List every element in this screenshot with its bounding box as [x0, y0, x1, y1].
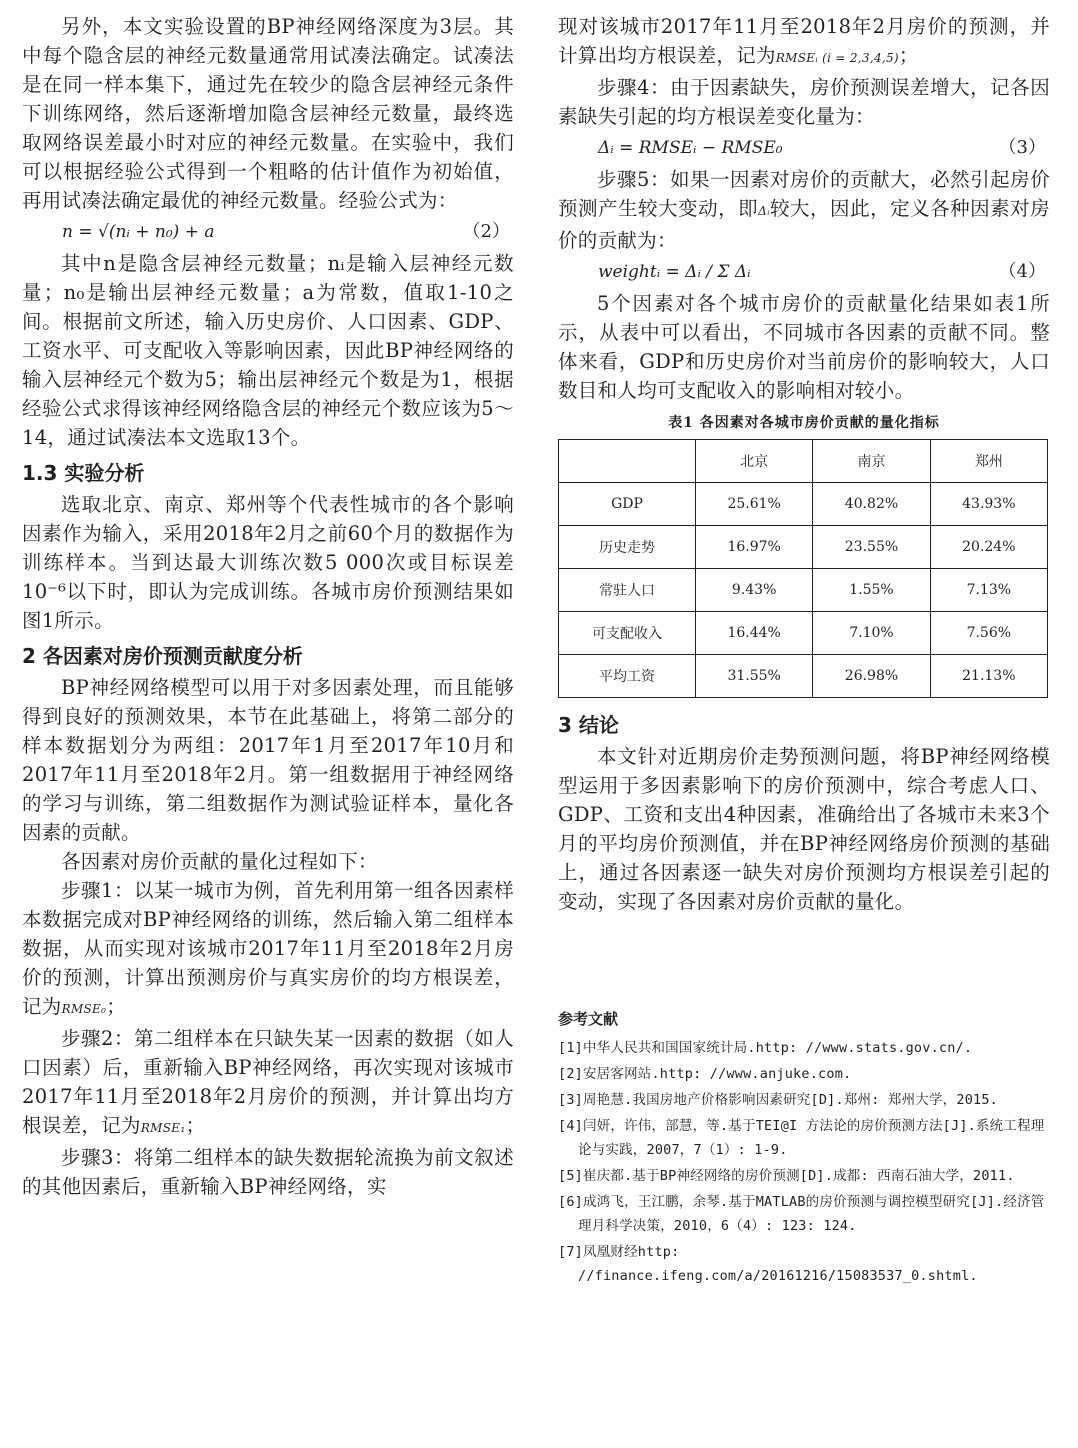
paragraph-step-1 [22, 876, 514, 1024]
spacer [558, 916, 1050, 1008]
formula-2 [22, 215, 514, 249]
table-row [559, 526, 1048, 569]
step-2-math: RMSE₁ [140, 1121, 186, 1135]
table-header-row [559, 440, 1048, 483]
paragraph-neuron-count: 其中n是隐含层神经元数量；nᵢ是输入层神经元数量；n₀是输出层神经元数量；a为常数，值取1-10之间。根据前文所述，输入历史房价、人口因素、GDP、工资水平、可支配收入等影响因素，因此BP神经网络的输入层神经元个数为5；输出层神经元个数是为1，根据经验公式求得该神经网络隐含层的神经元个数应该为5～14，通过试凑法本文选取13个。 [22, 252, 514, 449]
table-caption: 表1 各因素对各城市房价贡献的量化指标 [668, 415, 940, 431]
table-row [559, 655, 1048, 698]
paragraph-step-4: 步骤4：由于因素缺失，房价预测误差增大，记各因素缺失引起的均方根误差变化量为： [558, 76, 1050, 128]
table-cell: 历史走势 [559, 526, 696, 569]
table-cell: 平均工资 [559, 655, 696, 698]
formula-4 [558, 255, 1050, 289]
right-column [558, 12, 1050, 1290]
table-cell: 40.82% [813, 483, 930, 526]
section-heading-3: 3 结论 [558, 713, 619, 737]
formula-3-expression: Δᵢ = RMSEᵢ − RMSE₀ [598, 138, 783, 158]
table-cell: 常驻人口 [559, 569, 696, 612]
step-1-text: 步骤1：以某一城市为例，首先利用第一组各因素样本数据完成对BP神经网络的训练，然后输入第二组样本数据，从而实现对该城市2017年11月至2018年2月房价的预测，计算出预测房价与真实房价的均方根误差，记为 [22, 879, 514, 1018]
step-2-text: 步骤2：第二组样本在只缺失某一因素的数据（如人口因素）后，重新输入BP神经网络，再次实现对该城市2017年11月至2018年2月房价的预测，并计算出均方根误差，记为 [22, 1027, 514, 1137]
paragraph-conclusion: 本文针对近期房价走势预测问题，将BP神经网络模型运用于多因素影响下的房价预测中，综合考虑人口、GDP、工资和支出4种因素，准确给出了各城市未来3个月的平均房价预测值，并在BP神经网络房价预测的基础上，通过各因素逐一缺失对房价预测均方根误差引起的变动，实现了各因素对房价贡献的量化。 [558, 745, 1050, 913]
formula-4-expression: weightᵢ = Δᵢ / Σ Δᵢ [598, 262, 751, 282]
table-cell: 26.98% [813, 655, 930, 698]
step-3-cont-text: 现对该城市2017年11月至2018年2月房价的预测，并计算出均方根误差，记为 [558, 15, 1050, 67]
formula-3-number: （3） [998, 137, 1046, 158]
contribution-table [558, 439, 1048, 698]
table-cell: 可支配收入 [559, 612, 696, 655]
table-row [559, 612, 1048, 655]
section-heading-2: 2 各因素对房价预测贡献度分析 [22, 644, 303, 668]
table-cell: 9.43% [696, 569, 813, 612]
table-cell: 43.93% [930, 483, 1047, 526]
paragraph-process-intro: 各因素对房价贡献的量化过程如下： [61, 850, 378, 873]
step-3-end: ； [898, 44, 919, 67]
formula-4-number: （4） [998, 261, 1046, 282]
table-cell: 20.24% [930, 526, 1047, 569]
reference-item: [1]中华人民共和国国家统计局.http: //www.stats.gov.cn/. [558, 1040, 973, 1056]
reference-item: [7]凤凰财经http: //finance.ifeng.com/a/20161216/15083537_0.shtml. [558, 1244, 978, 1284]
step-5-text-a: 步骤5：如果一因素对房价的贡献大，必然引起房价预测产生较大变动，即 [558, 168, 1050, 220]
paragraph-results: 5个因素对各个城市房价的贡献量化结果如表1所示，从表中可以看出，不同城市各因素的贡献不同。整体来看，GDP和历史房价对当前房价的影响较大，人口数目和人均可支配收入的影响相对较小。 [558, 292, 1050, 402]
step-5-text-b: 较大，因此，定义各种因素对房价的贡献为： [558, 197, 1050, 252]
left-column [22, 12, 514, 1201]
paragraph-contribution-intro: BP神经网络模型可以用于对多因素处理，而且能够得到良好的预测效果，本节在此基础上，将第二部分的样本数据划分为两组：2017年1月至2017年10月和2017年11月至2018年2月。第一组数据用于神经网络的学习与训练，第二组数据作为测试验证样本，量化各因素的贡献。 [22, 676, 514, 844]
step-5-math: Δᵢ [758, 204, 770, 218]
paragraph-step-3: 步骤3：将第二组样本的缺失数据轮流换为前文叙述的其他因素后，重新输入BP神经网络，实 [22, 1146, 514, 1198]
paragraph-step-3-cont [558, 12, 1050, 73]
table-row [559, 483, 1048, 526]
table-header-cell [559, 440, 696, 483]
step-1-math: RMSE₀ [61, 1002, 107, 1016]
reference-item: [5]崔庆都.基于BP神经网络的房价预测[D].成都: 西南石油大学，2011. [558, 1168, 1015, 1184]
formula-3 [558, 131, 1050, 165]
formula-2-expression: n = √(nᵢ + n₀) + a [62, 222, 215, 242]
table-cell: 21.13% [930, 655, 1047, 698]
table-cell: 7.10% [813, 612, 930, 655]
table-cell: 7.56% [930, 612, 1047, 655]
table-cell: 1.55% [813, 569, 930, 612]
table-cell: 16.97% [696, 526, 813, 569]
table-cell: 23.55% [813, 526, 930, 569]
references-title: 参考文献 [558, 1010, 619, 1028]
paragraph-step-2 [22, 1024, 514, 1143]
step-2-end: ； [185, 1114, 206, 1137]
table-header-cell: 郑州 [930, 440, 1047, 483]
table-cell: 7.13% [930, 569, 1047, 612]
paragraph-experiment: 选取北京、南京、郑州等个代表性城市的各个影响因素作为输入，采用2018年2月之前60个月的数据作为训练样本。当到达最大训练次数5 000次或目标误差10⁻⁶以下时，即认为完成训练。各城市房价预测结果如图1所示。 [22, 493, 514, 632]
table-header-cell: 南京 [813, 440, 930, 483]
reference-item: [6]成鸿飞，王江鹏，余琴.基于MATLAB的房价预测与调控模型研究[J].经济管理月科学决策，2010，6（4）: 123: 124. [558, 1194, 1045, 1234]
step-3-math: RMSEᵢ (i = 2,3,4,5) [775, 51, 899, 65]
reference-item: [3]周艳慧.我国房地产价格影响因素研究[D].郑州: 郑州大学，2015. [558, 1092, 999, 1108]
reference-item: [2]安居客网站.http: //www.anjuke.com. [558, 1066, 852, 1082]
table-cell: GDP [559, 483, 696, 526]
paragraph-step-5 [558, 165, 1050, 255]
table-cell: 25.61% [696, 483, 813, 526]
paragraph-bp-depth: 另外，本文实验设置的BP神经网络深度为3层。其中每个隐含层的神经元数量通常用试凑法确定。试凑法是在同一样本集下，通过先在较少的隐含层神经元条件下训练网络，然后逐渐增加隐含层神经元数量，最终选取网络误差最小时对应的神经元数量。在实验中，我们可以根据经验公式得到一个粗略的估计值作为初始值，再用试凑法确定最优的神经元数量。经验公式为： [22, 15, 514, 212]
table-cell: 31.55% [696, 655, 813, 698]
table-header-cell: 北京 [696, 440, 813, 483]
table-cell: 16.44% [696, 612, 813, 655]
reference-item: [4]闫妍，许伟，部慧，等.基于TEI@I 方法论的房价预测方法[J].系统工程理论与实践，2007，7（1）: 1-9. [558, 1118, 1045, 1158]
section-heading-1-3: 1.3 实验分析 [22, 461, 145, 485]
formula-2-number: （2） [462, 221, 510, 242]
table-row [559, 569, 1048, 612]
step-1-end: ； [106, 995, 127, 1018]
